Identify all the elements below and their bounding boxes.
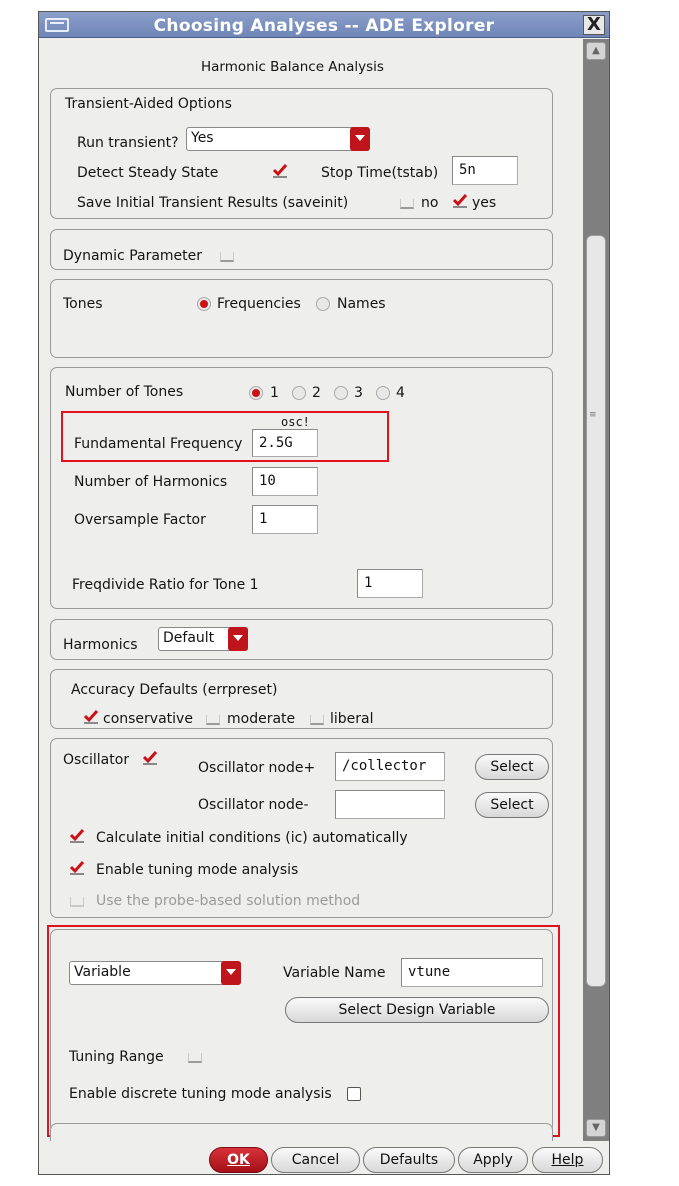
scroll-grip-icon: ≡ (589, 410, 597, 420)
check-icon (272, 162, 288, 178)
run-transient-value: Yes (191, 130, 214, 146)
detect-steady-checkbox[interactable] (273, 165, 287, 179)
tones-2-label: 2 (312, 385, 321, 401)
cancel-button[interactable] (271, 1147, 360, 1173)
moderate-checkbox[interactable] (206, 715, 220, 725)
vertical-scrollbar[interactable] (583, 39, 609, 1141)
tones-label: Tones (63, 296, 103, 312)
oscillator-node-minus-label: Oscillator node- (198, 797, 309, 813)
oscillator-checkbox[interactable] (143, 752, 157, 766)
freqdivide-ratio-label: Freqdivide Ratio for Tone 1 (72, 577, 259, 593)
oscillator-node-plus-input[interactable]: /collector (335, 752, 445, 781)
accuracy-label: Accuracy Defaults (errpreset) (71, 682, 278, 698)
tones-names-radio[interactable] (316, 297, 330, 311)
calc-ic-label: Calculate initial conditions (ic) automatically (96, 830, 408, 846)
moderate-label: moderate (227, 711, 296, 727)
ok-button[interactable] (209, 1147, 268, 1173)
tones-section (50, 279, 553, 358)
tones-3-radio[interactable] (334, 386, 348, 400)
help-button[interactable] (532, 1147, 603, 1173)
tones-frequencies-radio[interactable] (197, 297, 211, 311)
osc-tag: osc! (281, 415, 310, 429)
form-content (39, 39, 583, 1141)
harmonics-select[interactable] (158, 627, 248, 651)
harmonics-value: Default (163, 630, 215, 646)
choosing-analyses-window (38, 11, 610, 1175)
title-bar[interactable] (39, 12, 609, 38)
tones-4-radio[interactable] (376, 386, 390, 400)
fundamental-frequency-label: Fundamental Frequency (74, 436, 243, 452)
defaults-button[interactable] (363, 1147, 455, 1173)
check-icon (69, 859, 85, 875)
oscillator-node-minus-input[interactable] (335, 790, 445, 819)
tones-frequencies-label: Frequencies (217, 296, 301, 312)
harmonics-label: Harmonics (63, 637, 138, 653)
save-transient-label: Save Initial Transient Results (saveinit) (77, 195, 349, 211)
conservative-checkbox[interactable] (84, 711, 98, 725)
ok-button-label: OK (227, 1152, 250, 1168)
check-icon (452, 192, 468, 208)
scroll-up-icon[interactable]: ▲ (586, 42, 606, 60)
fundamental-frequency-input[interactable]: 2.5G (252, 429, 318, 457)
scroll-down-icon[interactable]: ▼ (586, 1119, 606, 1137)
calc-ic-checkbox[interactable] (70, 830, 84, 844)
oscillator-label: Oscillator (63, 752, 130, 768)
save-no-label: no (421, 195, 439, 211)
tuning-range-label: Tuning Range (69, 1049, 164, 1065)
tones-1-radio[interactable] (249, 386, 263, 400)
freqdivide-ratio-input[interactable]: 1 (357, 569, 423, 598)
cancel-button-label: Cancel (291, 1152, 340, 1168)
tones-names-label: Names (337, 296, 386, 312)
apply-button[interactable] (458, 1147, 528, 1173)
liberal-checkbox[interactable] (310, 715, 324, 725)
oversample-factor-label: Oversample Factor (74, 512, 206, 528)
defaults-button-label: Defaults (379, 1152, 439, 1168)
dynamic-parameter-checkbox[interactable] (220, 252, 234, 262)
variable-name-input[interactable]: vtune (401, 958, 543, 987)
window-title: Choosing Analyses -- ADE Explorer (153, 16, 495, 36)
fundamental-frequency-highlight (61, 411, 389, 462)
stop-time-input[interactable]: 5n (452, 156, 518, 185)
transient-section-title: Transient-Aided Options (65, 96, 232, 112)
probe-method-checkbox[interactable] (70, 897, 84, 907)
save-no-checkbox[interactable] (400, 199, 414, 209)
tuning-mode-label: Enable tuning mode analysis (96, 862, 299, 878)
number-of-harmonics-label: Number of Harmonics (74, 474, 228, 490)
help-button-label: Help (551, 1152, 584, 1168)
oscillator-node-plus-label: Oscillator node+ (198, 760, 316, 776)
select-node-plus-button[interactable]: Select (475, 754, 549, 780)
number-of-tones-label: Number of Tones (65, 384, 184, 400)
chevron-down-icon[interactable] (228, 627, 248, 651)
select-node-minus-button[interactable]: Select (475, 792, 549, 818)
tuning-mode-value: Variable (74, 964, 131, 980)
save-yes-label: yes (472, 195, 497, 211)
close-icon[interactable]: X (583, 15, 605, 35)
number-of-harmonics-input[interactable]: 10 (252, 467, 318, 496)
check-icon (83, 708, 99, 724)
run-transient-select[interactable] (186, 127, 370, 151)
variable-name-label: Variable Name (283, 965, 386, 981)
check-icon (142, 749, 158, 765)
liberal-label: liberal (330, 711, 374, 727)
discrete-tuning-label: Enable discrete tuning mode analysis (69, 1086, 332, 1102)
next-section-partial (50, 1123, 553, 1141)
tones-3-label: 3 (354, 385, 363, 401)
tones-2-radio[interactable] (292, 386, 306, 400)
tuning-mode-checkbox[interactable] (70, 862, 84, 876)
save-yes-checkbox[interactable] (453, 195, 467, 209)
dynamic-parameter-label: Dynamic Parameter (63, 248, 203, 264)
scrollbar-thumb[interactable] (586, 235, 606, 987)
apply-button-label: Apply (473, 1152, 513, 1168)
chevron-down-icon[interactable] (350, 127, 370, 151)
select-design-variable-button[interactable]: Select Design Variable (285, 997, 549, 1023)
check-icon (69, 827, 85, 843)
tones-4-label: 4 (396, 385, 405, 401)
run-transient-label: Run transient? (77, 135, 179, 151)
analysis-header: Harmonic Balance Analysis (201, 59, 384, 75)
detect-steady-label: Detect Steady State (77, 165, 219, 181)
dialog-footer (39, 1141, 609, 1174)
oversample-factor-input[interactable]: 1 (252, 505, 318, 534)
probe-method-label: Use the probe-based solution method (96, 893, 361, 909)
stop-time-label: Stop Time(tstab) (321, 165, 439, 181)
conservative-label: conservative (103, 711, 193, 727)
tones-1-label: 1 (270, 385, 279, 401)
tuning-section-highlight (47, 925, 560, 1137)
